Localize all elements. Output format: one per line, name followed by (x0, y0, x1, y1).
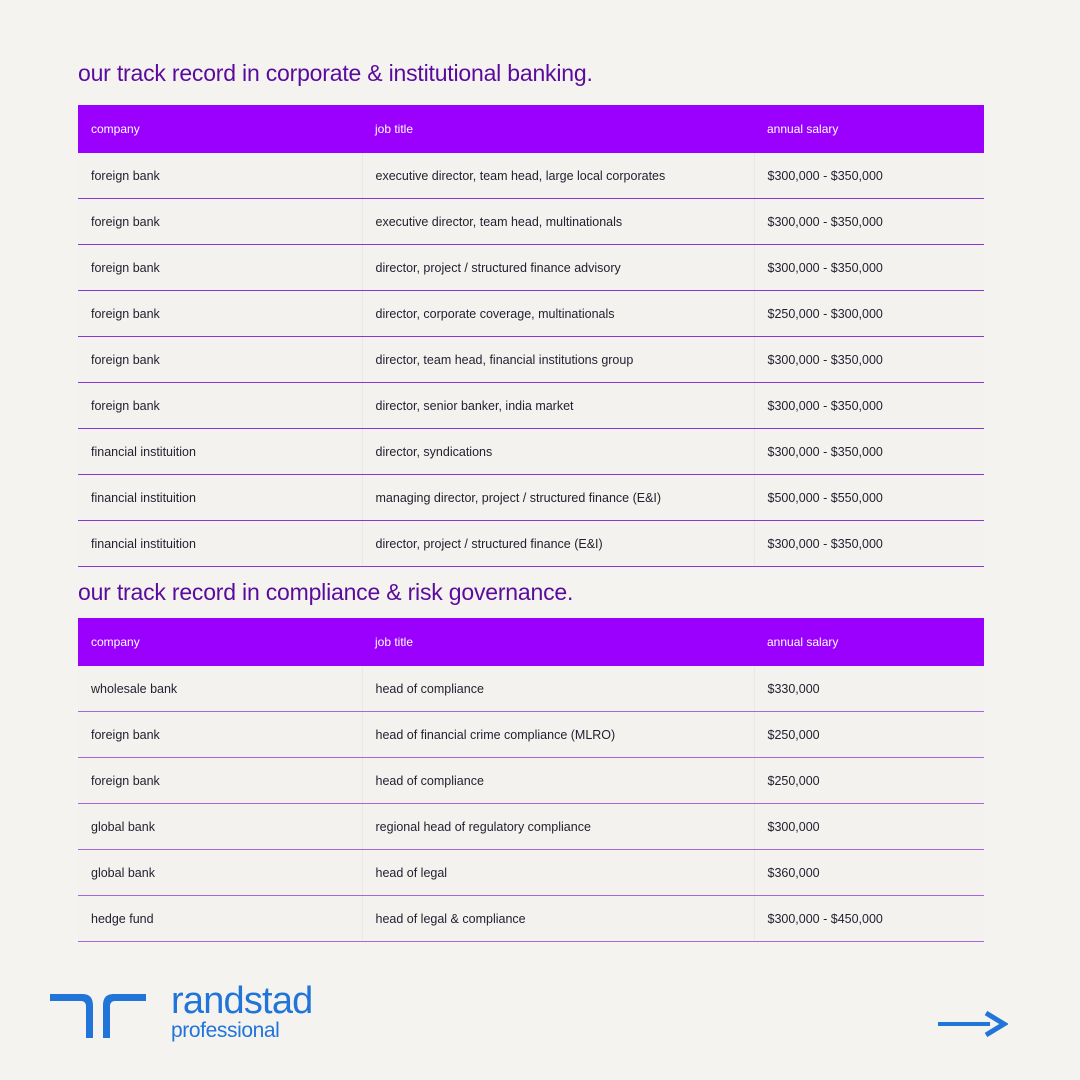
company-cell: foreign bank (78, 712, 362, 758)
annual-salary-cell: $250,000 (754, 758, 984, 804)
company-cell: foreign bank (78, 383, 362, 429)
column-header-annual-salary: annual salary (754, 105, 984, 153)
table-row (78, 666, 984, 712)
section-title-corporate-banking: our track record in corporate & institutional banking. (78, 60, 593, 86)
job-title-cell: head of compliance (362, 666, 754, 712)
table-row (78, 153, 984, 199)
column-header-company: company (78, 105, 362, 153)
annual-salary-cell: $300,000 - $450,000 (754, 896, 984, 942)
column-header-annual-salary: annual salary (754, 618, 984, 666)
brand-name: randstad (171, 980, 313, 1022)
table-header-row (78, 105, 984, 153)
job-title-cell: head of compliance (362, 758, 754, 804)
job-title-cell: director, syndications (362, 429, 754, 475)
column-header-company: company (78, 618, 362, 666)
annual-salary-cell: $300,000 (754, 804, 984, 850)
job-title-cell: regional head of regulatory compliance (362, 804, 754, 850)
annual-salary-cell: $330,000 (754, 666, 984, 712)
annual-salary-cell: $360,000 (754, 850, 984, 896)
compliance-risk-table (78, 618, 984, 942)
annual-salary-cell: $250,000 - $300,000 (754, 291, 984, 337)
table-row (78, 337, 984, 383)
company-cell: wholesale bank (78, 666, 362, 712)
company-cell: foreign bank (78, 245, 362, 291)
job-title-cell: director, project / structured finance (E&I) (362, 521, 754, 567)
company-cell: foreign bank (78, 758, 362, 804)
table-row (78, 521, 984, 567)
company-cell: foreign bank (78, 199, 362, 245)
company-cell: foreign bank (78, 153, 362, 199)
table-row (78, 429, 984, 475)
annual-salary-cell: $300,000 - $350,000 (754, 383, 984, 429)
column-header-job-title: job title (362, 618, 754, 666)
table-header-row (78, 618, 984, 666)
company-cell: hedge fund (78, 896, 362, 942)
table-row (78, 199, 984, 245)
annual-salary-cell: $300,000 - $350,000 (754, 337, 984, 383)
brand-tagline: professional (171, 1019, 280, 1042)
table-row (78, 712, 984, 758)
table-row (78, 383, 984, 429)
job-title-cell: executive director, team head, large local corporates (362, 153, 754, 199)
job-title-cell: director, team head, financial institutions group (362, 337, 754, 383)
annual-salary-cell: $300,000 - $350,000 (754, 245, 984, 291)
company-cell: financial instituition (78, 521, 362, 567)
arrow-right-icon[interactable] (936, 1011, 1008, 1042)
annual-salary-cell: $500,000 - $550,000 (754, 475, 984, 521)
table-row (78, 804, 984, 850)
job-title-cell: managing director, project / structured finance (E&I) (362, 475, 754, 521)
corporate-banking-table (78, 105, 984, 567)
job-title-cell: executive director, team head, multinationals (362, 199, 754, 245)
table-row (78, 896, 984, 942)
company-cell: foreign bank (78, 291, 362, 337)
annual-salary-cell: $300,000 - $350,000 (754, 153, 984, 199)
table-row (78, 245, 984, 291)
annual-salary-cell: $250,000 (754, 712, 984, 758)
job-title-cell: head of financial crime compliance (MLRO) (362, 712, 754, 758)
company-cell: foreign bank (78, 337, 362, 383)
company-cell: financial instituition (78, 429, 362, 475)
company-cell: financial instituition (78, 475, 362, 521)
job-title-cell: director, project / structured finance advisory (362, 245, 754, 291)
annual-salary-cell: $300,000 - $350,000 (754, 521, 984, 567)
randstad-logo-icon (50, 988, 146, 1043)
company-cell: global bank (78, 804, 362, 850)
job-title-cell: director, senior banker, india market (362, 383, 754, 429)
table-row (78, 291, 984, 337)
annual-salary-cell: $300,000 - $350,000 (754, 429, 984, 475)
table-row (78, 850, 984, 896)
company-cell: global bank (78, 850, 362, 896)
section-title-compliance-risk: our track record in compliance & risk governance. (78, 579, 574, 605)
job-title-cell: director, corporate coverage, multinationals (362, 291, 754, 337)
job-title-cell: head of legal (362, 850, 754, 896)
table-row (78, 758, 984, 804)
column-header-job-title: job title (362, 105, 754, 153)
table-row (78, 475, 984, 521)
job-title-cell: head of legal & compliance (362, 896, 754, 942)
annual-salary-cell: $300,000 - $350,000 (754, 199, 984, 245)
